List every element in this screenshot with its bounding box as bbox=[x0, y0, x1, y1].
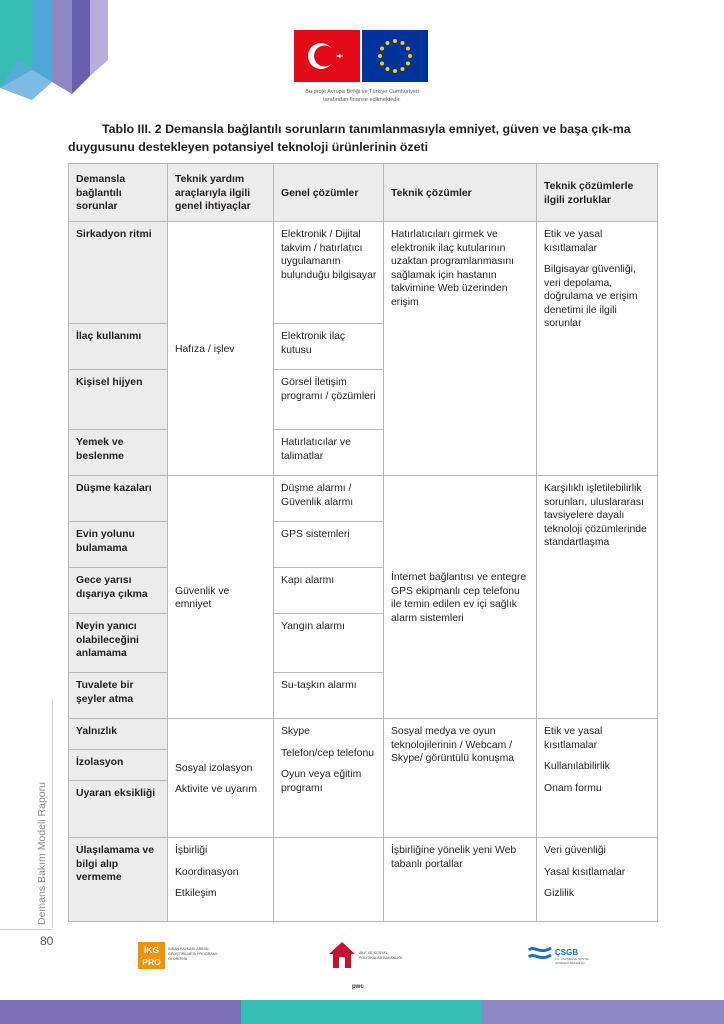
solution-cell: Hatırlatıcılar ve talimatlar bbox=[274, 430, 384, 476]
table-row bbox=[69, 838, 658, 922]
bottom-bar-segment-3 bbox=[482, 1000, 724, 1024]
solution-cell: Görsel İletişim programı / çözümleri bbox=[274, 370, 384, 430]
challenge-item: Kullanılabilirlik bbox=[544, 761, 610, 772]
csgb-wave-icon bbox=[528, 944, 552, 964]
ikgpro-logo-bottom: PRO bbox=[142, 957, 161, 967]
problem-cell: Ulaşılamama ve bilgi alıp vermeme bbox=[69, 838, 168, 922]
solution-cell: Yangın alarmı bbox=[274, 614, 384, 673]
corner-decoration bbox=[0, 0, 110, 110]
challenge-item: Onam formu bbox=[544, 782, 602, 794]
problem-cell: Sirkadyon ritmi bbox=[69, 222, 168, 324]
side-report-title-text: Demans Bakım Modeli Raporu bbox=[36, 782, 48, 925]
bottom-bar-segment-1 bbox=[0, 1000, 241, 1024]
table-title: Tablo III. 2 Demansla bağlantılı sorunların tanımlanmasıyla emniyet, güven ve başa çık-ma duygusunu destekleyen potansiyel teknoloji ürünlerinin özeti bbox=[68, 122, 631, 154]
header-technical-solutions: Teknik çözümler bbox=[384, 164, 537, 222]
problem-cell: Neyin yanıcı olabileceğini anlamama bbox=[69, 614, 168, 673]
solution-cell: GPS sistemleri bbox=[274, 522, 384, 568]
csgb-logo-subtext: T.C. ÇALIŞMA VE SOSYAL GÜVENLİK BAKANLIĞI bbox=[555, 957, 590, 965]
header-general-needs: Teknik yardım araçlarıyla ilgili genel ihtiyaçlar bbox=[168, 164, 274, 222]
page-number: 80 bbox=[40, 934, 54, 948]
eu-star-icon bbox=[386, 41, 390, 45]
challenge-cell: Karşılıklı işletilebilirlik sorunları, uluslararası tavsiyelere dayalı teknoloji çözümlerinde standartlaşma bbox=[537, 476, 658, 719]
challenge-item: Etik ve yasal kısıtlamalar bbox=[544, 229, 603, 254]
csgb-logo-text: ÇSGB bbox=[555, 948, 579, 957]
aile-bakanligi-logo bbox=[328, 940, 408, 992]
header-problems: Demansla bağlantılı sorunlar bbox=[69, 164, 168, 222]
problem-cell: İlaç kullanımı bbox=[69, 324, 168, 370]
technical-solution-cell: Hatırlatıcıları girmek ve elektronik ilaç kutularının uzaktan programlanmasını sağlamak için hastanın takvimine Web üzerinden erişim bbox=[384, 222, 537, 476]
flags-logo bbox=[294, 30, 430, 86]
eu-flag bbox=[362, 30, 428, 82]
eu-star-icon bbox=[406, 62, 410, 66]
eu-star-icon bbox=[380, 62, 384, 66]
solution-item: Skype bbox=[281, 726, 310, 737]
challenge-cell bbox=[537, 222, 658, 476]
problem-cell: Kişisel hijyen bbox=[69, 370, 168, 430]
solution-cell: Su-taşkın alarmı bbox=[274, 673, 384, 719]
solution-cell: Kapı alarmı bbox=[274, 568, 384, 614]
challenge-item: Veri güvenliği bbox=[544, 845, 606, 856]
eu-star-icon bbox=[378, 54, 382, 58]
challenge-item: Yasal kısıtlamalar bbox=[544, 866, 626, 878]
problem-cell: Yemek ve beslenme bbox=[69, 430, 168, 476]
bottom-bar-segment-2 bbox=[241, 1000, 482, 1024]
need-item: Etkileşim bbox=[175, 888, 217, 899]
table-header-row bbox=[69, 164, 658, 222]
ikgpro-logo bbox=[138, 942, 218, 972]
technical-solution-cell: İşbirliğine yönelik yeni Web tabanlı portallar bbox=[384, 838, 537, 922]
funding-line-2: tarafından finanse edilmektedir. bbox=[323, 97, 401, 103]
table-row bbox=[69, 476, 658, 522]
page-number-rule bbox=[0, 929, 52, 930]
eu-star-icon bbox=[386, 67, 390, 71]
challenge-item: Etik ve yasal kısıtlamalar bbox=[544, 726, 603, 751]
need-item: Koordinasyon bbox=[175, 866, 239, 878]
solution-item: Oyun veya eğitim programı bbox=[281, 769, 362, 794]
need-cell: Hafıza / işlev bbox=[168, 222, 274, 476]
header-technical-challenges: Teknik çözümlerle ilgili zorluklar bbox=[537, 164, 658, 222]
technical-solution-cell: Sosyal medya ve oyun teknolojilerinin / Webcam / Skype/ görüntülü konuşma bbox=[384, 719, 537, 838]
ikgpro-logo-text: İNSAN KAYNAKLARININ GELİŞTİRİLMESİ PROGRAMI OTORİTESİ bbox=[168, 947, 217, 961]
need-cell: Güvenlik ve emniyet bbox=[168, 476, 274, 719]
problem-cell: Tuvalete bir şeyler atma bbox=[69, 673, 168, 719]
solution-cell bbox=[274, 838, 384, 922]
solution-cell bbox=[274, 719, 384, 838]
table-row bbox=[69, 222, 658, 324]
eu-star-icon bbox=[393, 69, 397, 73]
solution-cell: Elektronik ilaç kutusu bbox=[274, 324, 384, 370]
solution-cell: Elektronik / Dijital takvim / hatırlatıcı uygulamanın bulunduğu bilgisayar bbox=[274, 222, 384, 324]
problem-cell: İzolasyon bbox=[69, 750, 168, 781]
eu-star-icon bbox=[401, 67, 405, 71]
house-icon bbox=[328, 940, 356, 970]
problem-cell: Düşme kazaları bbox=[69, 476, 168, 522]
solution-item: Telefon/cep telefonu bbox=[281, 747, 375, 759]
eu-star-icon bbox=[401, 41, 405, 45]
aile-bakanligi-text: AİLE VE SOSYAL POLİTİKALAR BAKANLIĞI bbox=[359, 951, 403, 960]
problem-cell: Evin yolunu bulamama bbox=[69, 522, 168, 568]
technology-summary-table bbox=[68, 163, 658, 922]
ikgpro-logo-top: İKG bbox=[143, 945, 160, 955]
need-item: Sosyal izolasyon bbox=[175, 762, 253, 774]
eu-star-icon bbox=[380, 47, 384, 51]
pwc-logo-text: pwc bbox=[352, 984, 364, 990]
problem-cell: Uyaran eksikliği bbox=[69, 781, 168, 838]
funding-line-1: Bu proje Avrupa Birliği ve Türkiye Cumhuriyeti bbox=[305, 89, 419, 95]
funding-note bbox=[270, 88, 454, 104]
solution-cell: Düşme alarmı / Güvenlik alarmı bbox=[274, 476, 384, 522]
eu-star-icon bbox=[406, 47, 410, 51]
header-general-solutions: Genel çözümler bbox=[274, 164, 384, 222]
challenge-item: Bilgisayar güvenliği, veri depolama, doğrulama ve erişim denetimi ile ilgili sorunlar bbox=[544, 264, 638, 329]
challenge-item: Gizlilik bbox=[544, 888, 575, 899]
eu-star-icon bbox=[408, 54, 412, 58]
need-cell bbox=[168, 838, 274, 922]
csgb-logo bbox=[528, 942, 592, 970]
challenge-cell bbox=[537, 719, 658, 838]
side-divider bbox=[52, 700, 53, 928]
table-row bbox=[69, 719, 658, 750]
turkey-flag bbox=[294, 30, 360, 82]
eu-star-icon bbox=[393, 39, 397, 43]
technical-solution-cell: İnternet bağlantısı ve entegre GPS ekipmanlı cep telefonu ile temin edilen ev içi sağlık alarm sistemleri bbox=[384, 476, 537, 719]
need-item: Aktivite ve uyarım bbox=[175, 784, 257, 795]
problem-cell: Yalnızlık bbox=[69, 719, 168, 750]
need-cell bbox=[168, 719, 274, 838]
need-item: İşbirliği bbox=[175, 845, 208, 856]
challenge-cell bbox=[537, 838, 658, 922]
problem-cell: Gece yarısı dışarıya çıkma bbox=[69, 568, 168, 614]
